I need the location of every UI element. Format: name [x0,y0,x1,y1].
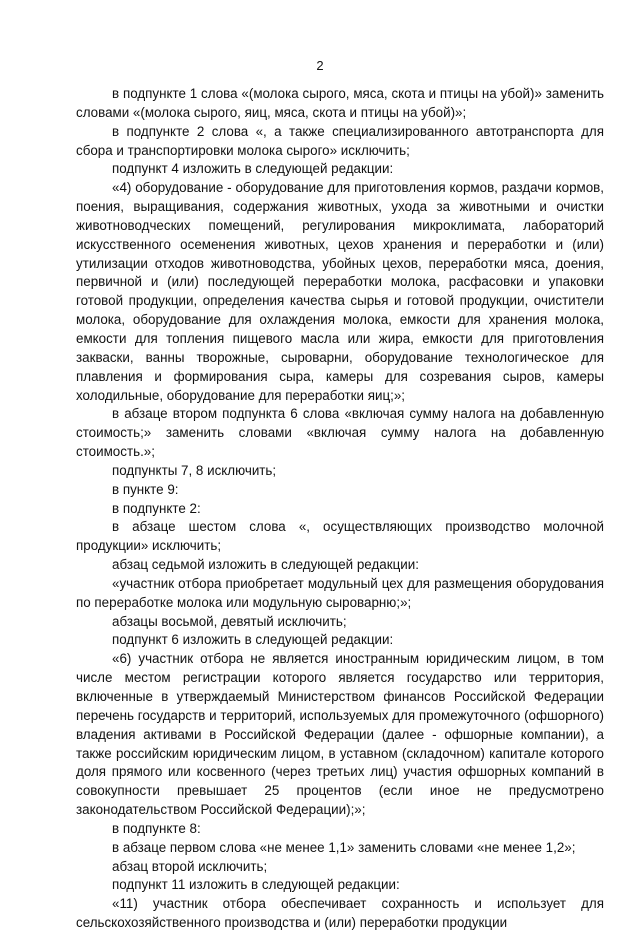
paragraph: подпункт 6 изложить в следующей редакции: [112,632,394,648]
page-number: 2 [316,58,324,73]
paragraph: абзац седьмой изложить в следующей редакции: [112,557,419,573]
paragraph: в абзаце первом слова «не менее 1,1» заменить словами «не менее 1,2»; [112,839,576,855]
paragraph: «6) участник отбора не является иностранным юридическим лицом, в том числе местом регистрации которого является государство или территория, включенные в утверждаемый Министерством финансов Российской Федерации перечень государств и территорий, используемых для промежуточного (офшорного) владения активами в Российской Федерации (далее - офшорные компании), а также российским юридическим лицом, в уставном (складочном) капитале которого доля прямого или косвенного (через третьих лиц) участия офшорных компаний в совокупности превышает 25 процентов (если иное не предусмотрено законодательством Российской Федерации);»; [76,651,604,818]
paragraph: подпункты 7, 8 исключить; [112,462,277,478]
paragraph: абзац второй исключить; [112,858,268,874]
paragraph: в абзаце втором подпункта 6 слова «включая сумму налога на добавленную стоимость;» заменить словами «включая сумму налога на добавленную стоимость.»; [76,406,604,460]
paragraph: подпункт 4 изложить в следующей редакции: [112,161,394,177]
paragraph: «4) оборудование - оборудование для приготовления кормов, раздачи кормов, поения, выращивания, содержания животных, ухода за животными и очистки животноводческих помещений, регулирования микроклимата, лабораторий искусственного осеменения животных, цехов хранения и переработки и (или) утилизации отходов животноводства, убойных цехов, переработки мяса, доения, первичной и (или) последующей переработки молока, расфасовки и упаковки готовой продукции, определения качества сырья и готовой продукции, очистители молока, оборудование для охлаждения молока, емкости для хранения молока, емкости для топления пищевого масла или жира, емкости для приготовления закваски, ванны творожные, сыроварни, оборудование технологическое для плавления и формирования сыра, камеры для созревания сыров, камеры холодильные, оборудование для переработки яиц;»; [76,180,604,403]
paragraph: «11) участник отбора обеспечивает сохранность и использует для сельскохозяйственного производства и (или) переработки продукции [76,896,604,931]
paragraph: подпункт 11 изложить в следующей редакции: [112,877,400,893]
paragraph: в подпункте 2: [112,500,201,516]
paragraph: в подпункте 2 слова «, а также специализированного автотранспорта для сбора и транспортировки молока сырого» исключить; [76,123,604,158]
paragraph: «участник отбора приобретает модульный цех для размещения оборудования по переработке молока или модульную сыроварню;»; [76,575,604,610]
paragraph: в подпункте 8: [112,820,201,836]
paragraph: абзацы восьмой, девятый исключить; [112,613,347,629]
paragraph: в абзаце шестом слова «, осуществляющих производство молочной продукции» исключить; [76,519,604,554]
paragraph: в подпункте 1 слова «(молока сырого, мяса, скота и птицы на убой)» заменить словами «(молока сырого, яиц, мяса, скота и птицы на убой)»; [76,86,604,120]
paragraph: в пункте 9: [112,481,179,497]
document-body [76,85,604,933]
